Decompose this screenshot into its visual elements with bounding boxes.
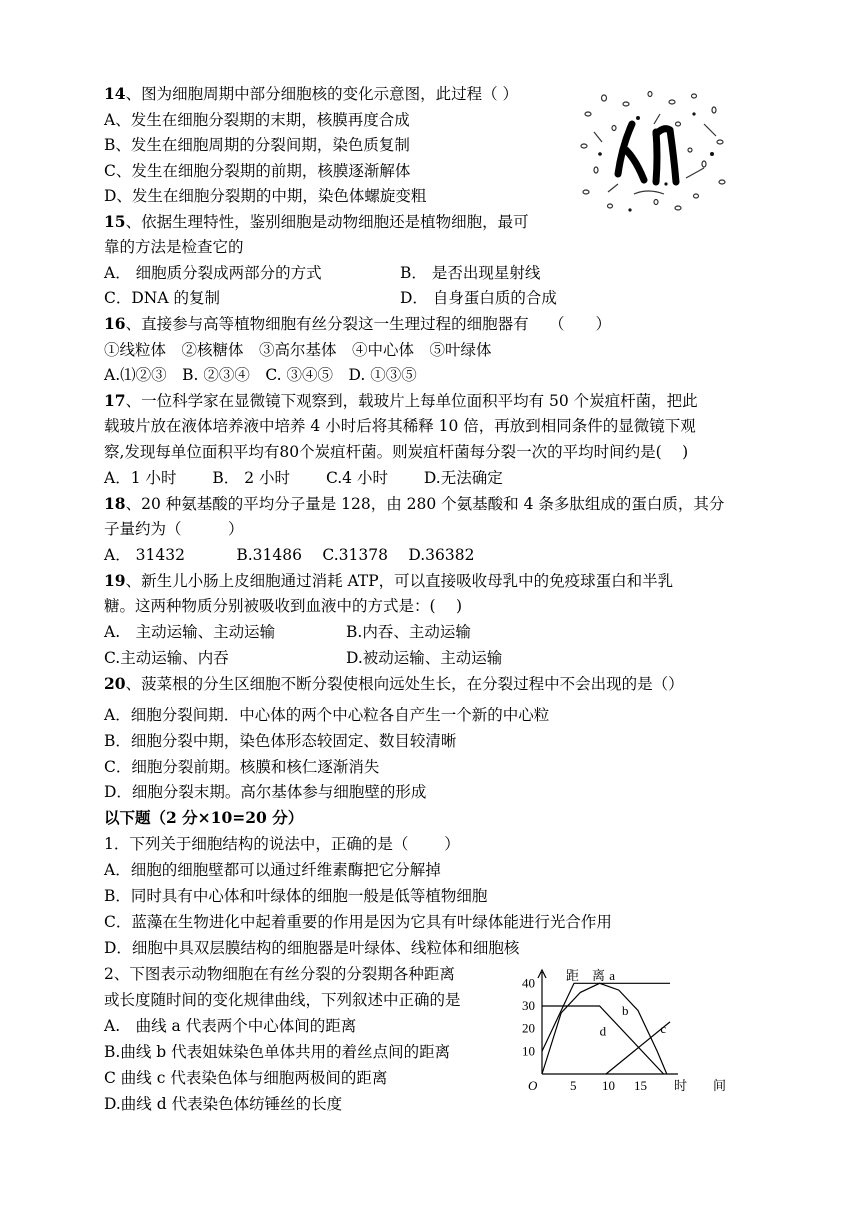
q14-stem	[104, 84, 518, 104]
series-label-d: d	[599, 1023, 607, 1039]
q14-stem-text: 、图为细胞周期中部分细胞核的变化示意图，此过程（ ）	[125, 85, 519, 103]
q16-options: A.⑴②③ B. ②③④ C. ③④⑤ D. ①③⑤	[104, 366, 417, 384]
section-header: 以下题（2 分×10=20 分）	[104, 808, 304, 827]
q17-stem-line3: 察,发现每单位面积平均有80个炭疽杆菌。则炭疽杆菌每分裂一次的平均时间约是( )	[104, 443, 689, 461]
s1-option-b: B．同时具有中心体和叶绿体的细胞一般是低等植物细胞	[104, 887, 488, 905]
q17-stem-line2: 载玻片放在液体培养液中培养 4 小时后将其稀释 10 倍，再放到相同条件的显微镜下观	[104, 417, 696, 435]
distance-time-chart	[510, 964, 740, 1094]
s2-option-b: B.曲线 b 代表姐妹染色单体共用的着丝点间的距离	[104, 1043, 451, 1061]
x-tick-label: 5	[570, 1078, 577, 1093]
s1-option-c: C．蓝藻在生物进化中起着重要的作用是因为它具有叶绿体能进行光合作用	[104, 913, 612, 931]
q14-number: 14	[104, 84, 126, 103]
series-label-a: a	[609, 967, 615, 983]
x-tick-label: 15	[634, 1078, 647, 1093]
q15-option-a: A． 细胞质分裂成两部分的方式	[104, 264, 322, 282]
x-axis-label: 时 间	[674, 1078, 727, 1093]
q18-number: 18	[104, 494, 126, 513]
q16-number: 16	[104, 314, 126, 333]
q14-option-c: C、发生在细胞分裂期的前期，核膜逐渐解体	[104, 162, 411, 180]
s1-stem: 1．下列关于细胞结构的说法中，正确的是（ ）	[104, 835, 460, 853]
q17-stem-line1	[104, 391, 698, 411]
q19-option-a: A. 主动运输、主动运输	[104, 623, 276, 641]
s2-stem-line2: 或长度随时间的变化规律曲线，下列叙述中正确的是	[104, 991, 461, 1009]
origin-label: O	[528, 1078, 538, 1093]
q20-number: 20	[104, 674, 126, 693]
q20-option-a: A．细胞分裂间期．中心体的两个中心粒各自产生一个新的中心粒	[104, 706, 550, 724]
q16-stem	[104, 314, 611, 334]
q17-options: A．1 小时 B． 2 小时 C.4 小时 D.无法确定	[104, 469, 503, 487]
q18-stem-line1	[104, 494, 724, 514]
q15-option-b: B． 是否出现星射线	[400, 264, 541, 282]
q16-stem-text: 、直接参与高等植物细胞有丝分裂这一生理过程的细胞器有 （ ）	[125, 315, 612, 333]
q16-items: ①线粒体 ②核糖体 ③高尔基体 ④中心体 ⑤叶绿体	[104, 341, 492, 359]
q18-stem-line2: 子量约为（ ）	[104, 520, 244, 538]
y-tick-label: 30	[522, 998, 535, 1013]
q19-stem-line2: 糖。这两种物质分别被吸收到血液中的方式是：( )	[104, 597, 463, 615]
y-axis-label: 距 离	[566, 968, 606, 983]
q19-option-b: B.内吞、主动运输	[346, 623, 471, 641]
q14-option-d: D、发生在细胞分裂期的中期，染色体螺旋变粗	[104, 187, 427, 205]
series-line-a	[542, 983, 670, 1051]
nucleus-figure	[574, 84, 730, 216]
s2-option-a: A. 曲线 a 代表两个中心体间的距离	[104, 1017, 357, 1035]
q20-option-b: B．细胞分裂中期，染色体形态较固定、数目较清晰	[104, 732, 457, 750]
q19-option-c: C.主动运输、内吞	[104, 649, 229, 667]
x-tick-label: 10	[602, 1078, 615, 1093]
q15-number: 15	[104, 212, 126, 231]
q18-options: A． 31432 B.31486 C.31378 D.36382	[104, 546, 475, 564]
q14-option-a: A、发生在细胞分裂期的末期，核膜再度合成	[104, 111, 410, 129]
q14-option-b: B、发生在细胞周期的分裂间期，染色质复制	[104, 136, 410, 154]
s2-option-d: D.曲线 d 代表染色体纺锤丝的长度	[104, 1095, 343, 1113]
q17-stem-text: 、一位科学家在显微镜下观察到，载玻片上每单位面积平均有 50 个炭疽杆菌，把此	[125, 392, 698, 410]
q20-stem-text: 、菠菜根的分生区细胞不断分裂使根向远处生长，在分裂过程中不会出现的是（）	[125, 675, 684, 693]
q20-stem	[104, 674, 684, 694]
q19-number: 19	[104, 571, 126, 590]
y-tick-label: 20	[522, 1020, 535, 1036]
q15-option-d: D． 自身蛋白质的合成	[400, 289, 557, 307]
q15-stem-text: 、依据生理特性，鉴别细胞是动物细胞还是植物细胞，最可	[125, 213, 529, 231]
q18-stem-text: 、20 种氨基酸的平均分子量是 128，由 280 个氨基酸和 4 条多肽组成的蛋白质，其分	[125, 495, 725, 513]
q20-option-d: D．细胞分裂末期。高尔基体参与细胞壁的形成	[104, 783, 427, 801]
q19-stem-text: 、新生儿小肠上皮细胞通过消耗 ATP，可以直接吸收母乳中的免疫球蛋白和半乳	[125, 572, 674, 590]
q15-stem-line2: 靠的方法是检查它的	[104, 238, 244, 256]
q15-stem-line1	[104, 212, 529, 232]
s1-option-a: A．细胞的细胞壁都可以通过纤维素酶把它分解掉	[104, 861, 441, 879]
q17-number: 17	[104, 391, 126, 410]
q20-option-c: C．细胞分裂前期。核膜和核仁逐渐消失	[104, 758, 380, 776]
s2-option-c: C 曲线 c 代表染色体与细胞两极间的距离	[104, 1069, 388, 1087]
series-label-b: b	[622, 1003, 629, 1019]
y-tick-label: 40	[522, 975, 535, 991]
s1-option-d: D．细胞中具双层膜结构的细胞器是叶绿体、线粒体和细胞核	[104, 939, 520, 957]
q19-stem-line1	[104, 571, 673, 591]
q15-option-c: C．DNA 的复制	[104, 289, 220, 307]
q19-option-d: D.被动运输、主动运输	[346, 649, 503, 667]
y-tick-label: 10	[522, 1043, 535, 1059]
series-label-c: c	[660, 1021, 667, 1037]
s2-stem-line1: 2、下图表示动物细胞在有丝分裂的分裂期各种距离	[104, 965, 455, 983]
